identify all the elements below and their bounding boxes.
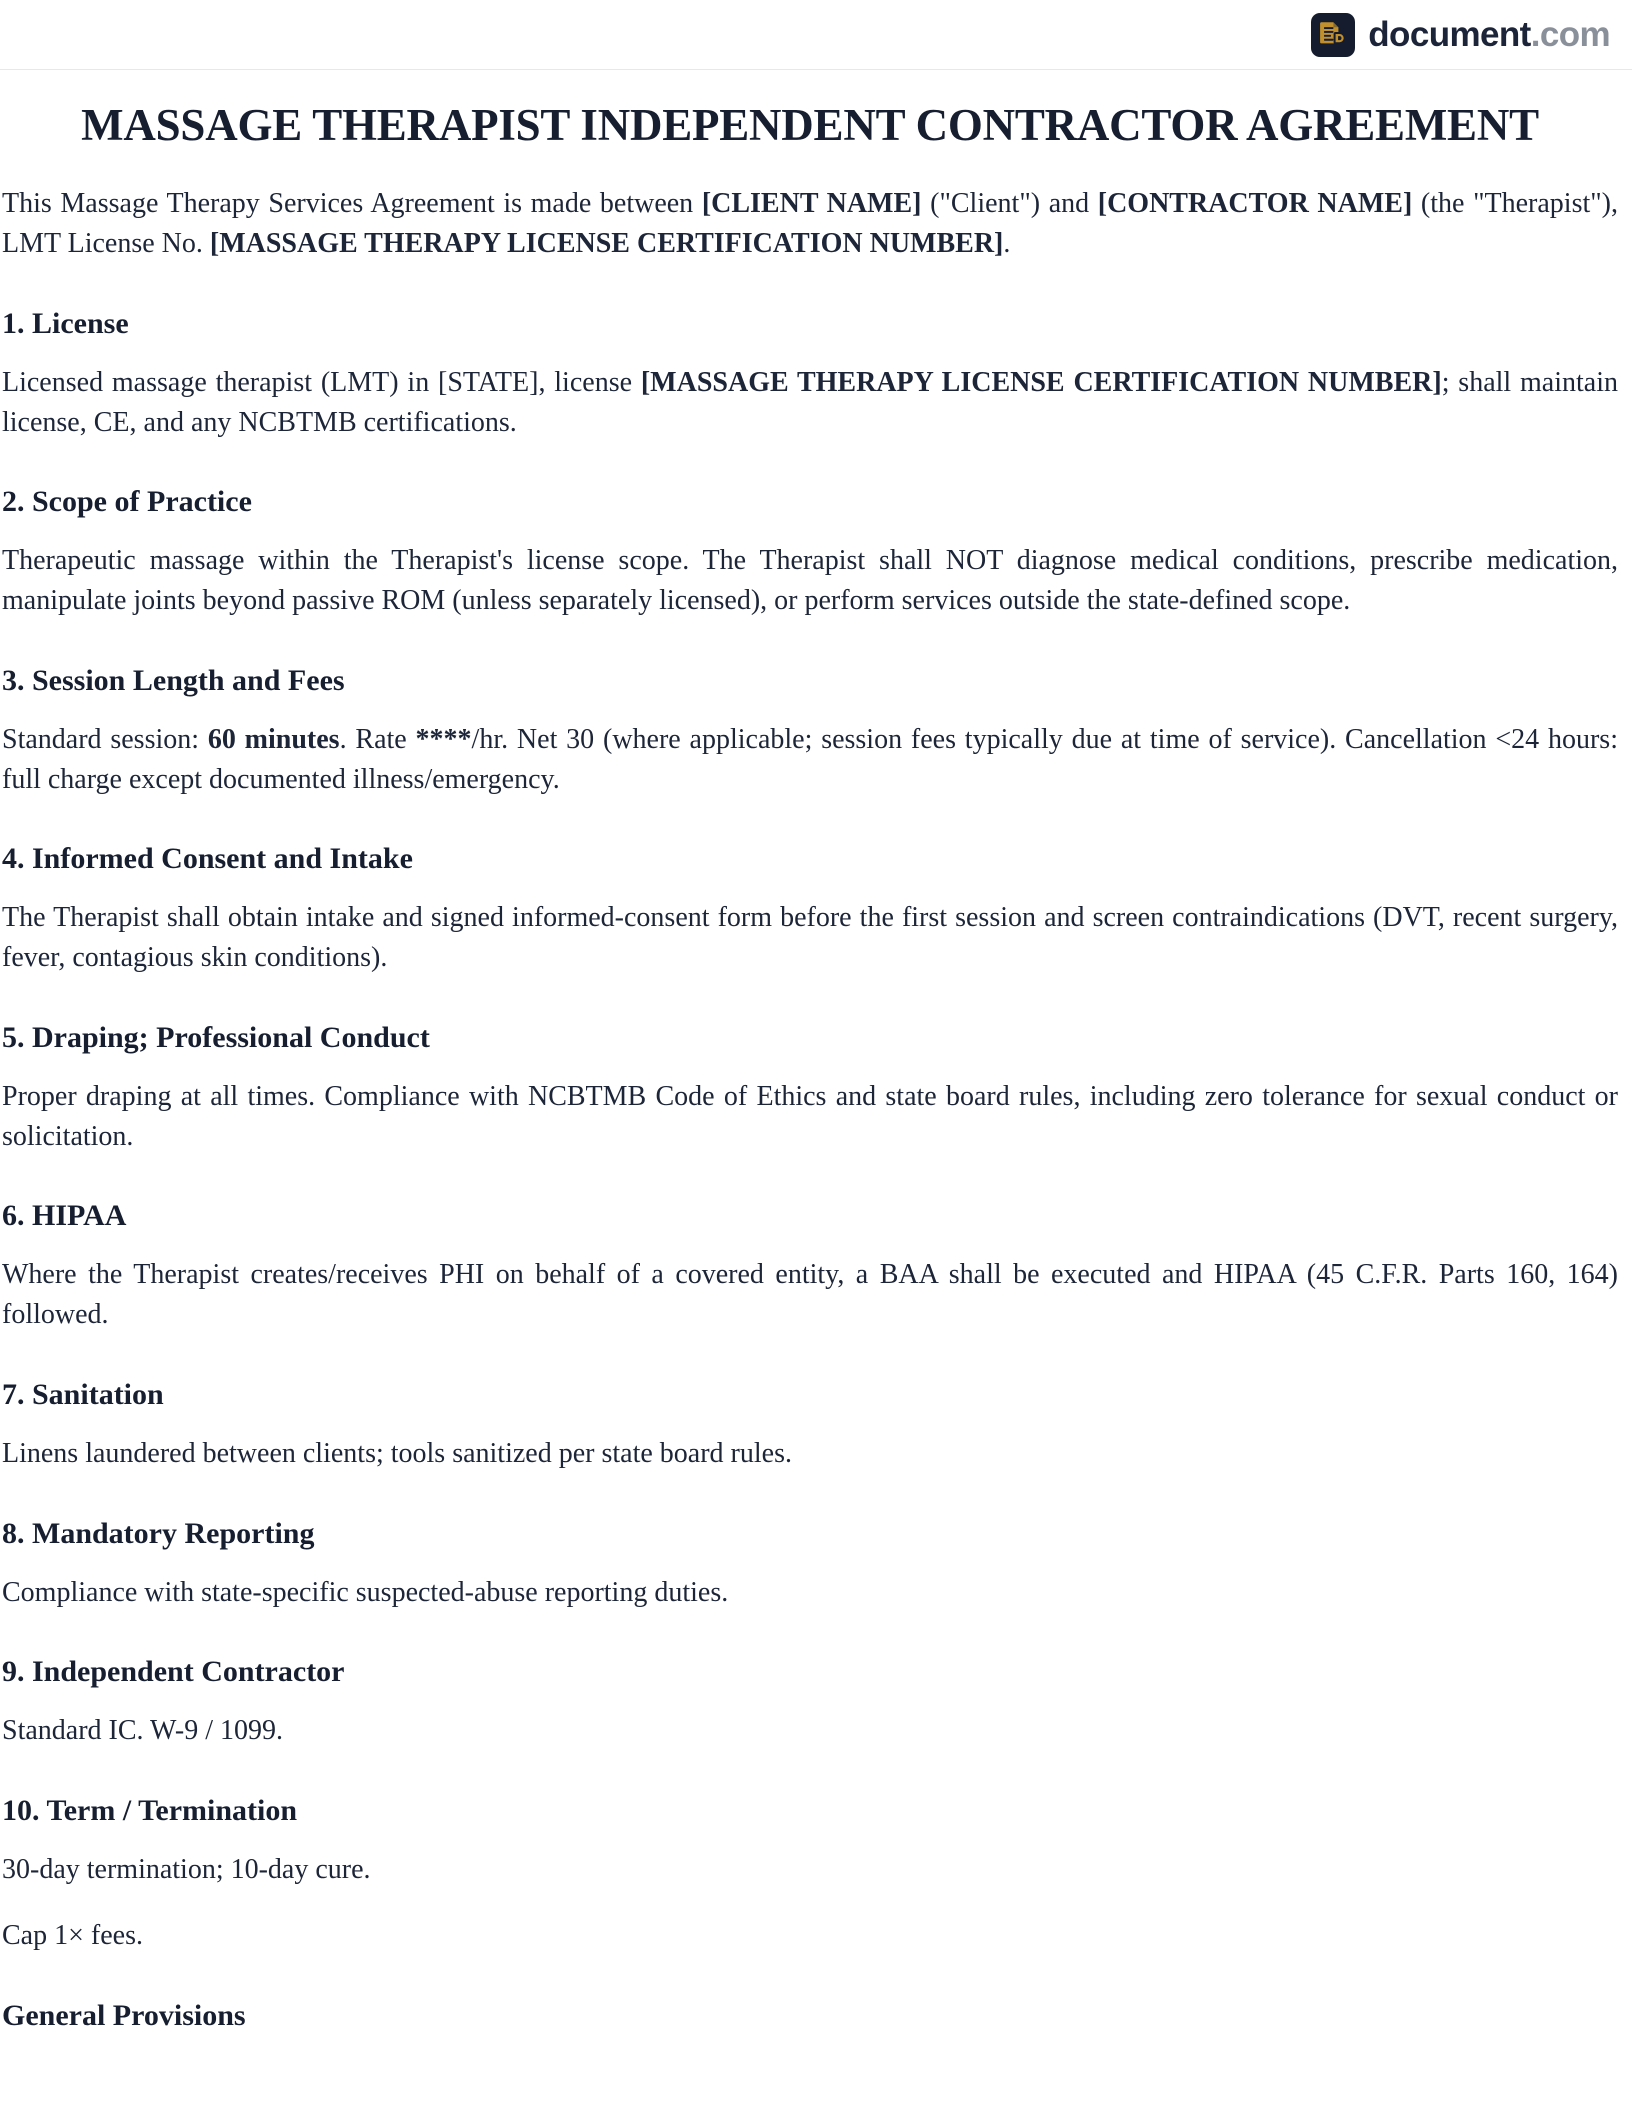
section-heading: 4. Informed Consent and Intake (2, 842, 413, 876)
section-heading: 3. Session Length and Fees (2, 663, 345, 697)
section-heading: 10. Term / Termination (2, 1794, 298, 1828)
brand-name: document (1368, 15, 1531, 54)
section-body-text-1: Standard session: (2, 723, 208, 755)
license-number-placeholder: [MASSAGE THERAPY LICENSE CERTIFICATION NUMBER] (640, 366, 1442, 398)
section-body-text-1: Licensed massage therapist (LMT) in [STATE], license (2, 366, 641, 398)
page-title: MASSAGE THERAPIST INDEPENDENT CONTRACTOR AGREEMENT (81, 100, 1539, 150)
section-informed-consent-and-intake (2, 839, 1618, 978)
intro-text-4: . (1003, 228, 1011, 260)
section-body-text-3: /hr. Net 30 (where applicable; session fees typically due at time of service). Cancellation <24 hours: full charge except documented illness/emergency. (2, 723, 1618, 795)
intro-text-3: (the "Therapist"), LMT License No. (2, 188, 1618, 260)
section-heading: 6. HIPAA (2, 1199, 127, 1233)
section-draping-professional-conduct (2, 1018, 1618, 1157)
section-body-secondary: Cap 1× fees. (2, 1919, 143, 1951)
section-session-length-and-fees (2, 661, 1618, 800)
section-body: 30-day termination; 10-day cure. (2, 1854, 371, 1886)
section-heading: 7. Sanitation (2, 1377, 164, 1411)
client-name-placeholder: [CLIENT NAME] (701, 188, 922, 220)
section-term-termination (2, 1791, 1618, 1956)
brand-logo[interactable] (1311, 13, 1610, 57)
section-body: The Therapist shall obtain intake and signed informed-consent form before the first session and screen contraindications (DVT, recent surgery, fever, contagious skin conditions). (2, 902, 1618, 974)
section-sanitation (2, 1375, 1618, 1474)
section-heading: 8. Mandatory Reporting (2, 1516, 315, 1550)
section-heading: 9. Independent Contractor (2, 1655, 345, 1689)
section-body (2, 720, 1618, 800)
section-independent-contractor (2, 1652, 1618, 1751)
brand-wordmark (1368, 17, 1610, 52)
section-mandatory-reporting (2, 1514, 1618, 1613)
brand-tld: .com (1530, 15, 1610, 54)
section-general-provisions (2, 1996, 1618, 2035)
section-body (2, 363, 1618, 443)
contractor-name-placeholder: [CONTRACTOR NAME] (1097, 188, 1413, 220)
section-hipaa (2, 1196, 1618, 1335)
section-license (2, 304, 1618, 443)
license-number-placeholder: [MASSAGE THERAPY LICENSE CERTIFICATION NUMBER] (209, 228, 1004, 260)
section-scope-of-practice (2, 482, 1618, 621)
section-body: Linens laundered between clients; tools sanitized per state board rules. (2, 1437, 792, 1469)
section-body-text-2: . Rate (339, 723, 416, 755)
rate-placeholder: **** (415, 723, 472, 755)
document-body (0, 100, 1632, 2035)
section-body: Proper draping at all times. Compliance with NCBTMB Code of Ethics and state board rules, including zero tolerance for sexual conduct or solicitation. (2, 1080, 1618, 1152)
section-heading: 2. Scope of Practice (2, 485, 252, 519)
intro-text-2: ("Client") and (921, 188, 1098, 220)
section-body: Standard IC. W-9 / 1099. (2, 1715, 284, 1747)
section-body: Compliance with state-specific suspected-abuse reporting duties. (2, 1576, 729, 1608)
section-heading: General Provisions (2, 1998, 246, 2032)
session-duration-value: 60 minutes (207, 723, 340, 755)
section-heading: 5. Draping; Professional Conduct (2, 1020, 430, 1054)
section-body: Therapeutic massage within the Therapist's license scope. The Therapist shall NOT diagnose medical conditions, prescribe medication, manipulate joints beyond passive ROM (unless separately licensed), or perform services outside the state-defined scope. (2, 545, 1618, 617)
intro-paragraph (2, 184, 1618, 264)
document-logo-icon (1311, 13, 1355, 57)
document-header (0, 0, 1632, 70)
section-heading: 1. License (2, 306, 129, 340)
section-body: Where the Therapist creates/receives PHI on behalf of a covered entity, a BAA shall be executed and HIPAA (45 C.F.R. Parts 160, 164) followed. (2, 1259, 1618, 1331)
section-body-text-2: ; shall maintain license, CE, and any NCBTMB certifications. (2, 366, 1618, 438)
intro-text-1: This Massage Therapy Services Agreement is made between (2, 188, 702, 220)
